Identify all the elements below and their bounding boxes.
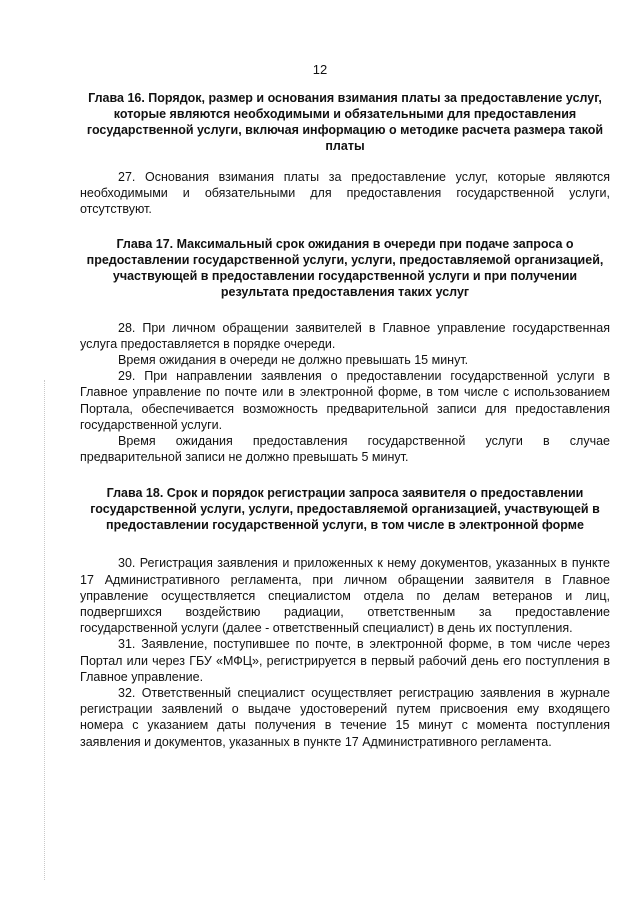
page-number: 12 [312,62,328,77]
paragraph-29-waiting-time: Время ожидания предоставления государственной услуги в случае предварительной записи не должно превышать 5 минут. [80,434,610,465]
document-body [80,90,610,750]
paragraph-29: 29. При направлении заявления о предоставлении государственной услуги в Главное управление по почте или в электронной форме, в том числе с использованием Портала, обеспечивается возможность предварительной записи для предоставления государственной услуги. [80,369,610,432]
paragraph-27: 27. Основания взимания платы за предоставление услуг, которые являются необходимыми и обязательными для предоставления государственной услуги, отсутствуют. [80,170,610,217]
paragraph-32: 32. Ответственный специалист осуществляет регистрацию заявления в журнале регистрации заявлений о выдаче удостоверений путем присвоения ему входящего номера с указанием даты получения в течение 15 минут с момента поступления заявления и документов, указанных в пункте 17 Административного регламента. [80,686,610,749]
paragraph-30: 30. Регистрация заявления и приложенных к нему документов, указанных в пункте 17 Административного регламента, при личном обращении заявителя в Главное управление осуществляется специалистом отдела по делам ветеранов и лиц, подвергшихся воздействию радиации, ответственным за предоставление государственной услуги (далее - ответственный специалист) в день их поступления. [80,556,610,636]
margin-guide-line [44,380,45,880]
chapter-16-heading: Глава 16. Порядок, размер и основания взимания платы за предоставление услуг, которые являются необходимыми и обязательными для предоставления государственной услуги, включая информацию о методике расчета размера такой платы [86,91,604,153]
paragraph-28: 28. При личном обращении заявителей в Главное управление государственная услуга предоставляется в порядке очереди. [80,320,610,351]
paragraph-28-waiting-time: Время ожидания в очереди не должно превышать 15 минут. [118,353,469,368]
paragraph-31: 31. Заявление, поступившее по почте, в электронной форме, в том числе через Портал или через ГБУ «МФЦ», регистрируется в первый рабочий день его поступления в Главное управление. [80,637,610,684]
chapter-17-heading: Глава 17. Максимальный срок ожидания в очереди при подаче запроса о предоставлении государственной услуги, услуги, предоставляемой организацией, участвующей в предоставлении государственной услуги и при получении результата предоставления таких услуг [86,236,604,299]
chapter-18-heading: Глава 18. Срок и порядок регистрации запроса заявителя о предоставлении государственной услуги, услуги, предоставляемой организацией, участвующей в предоставлении государственной услуги, в том числе в электронной форме [90,486,600,533]
